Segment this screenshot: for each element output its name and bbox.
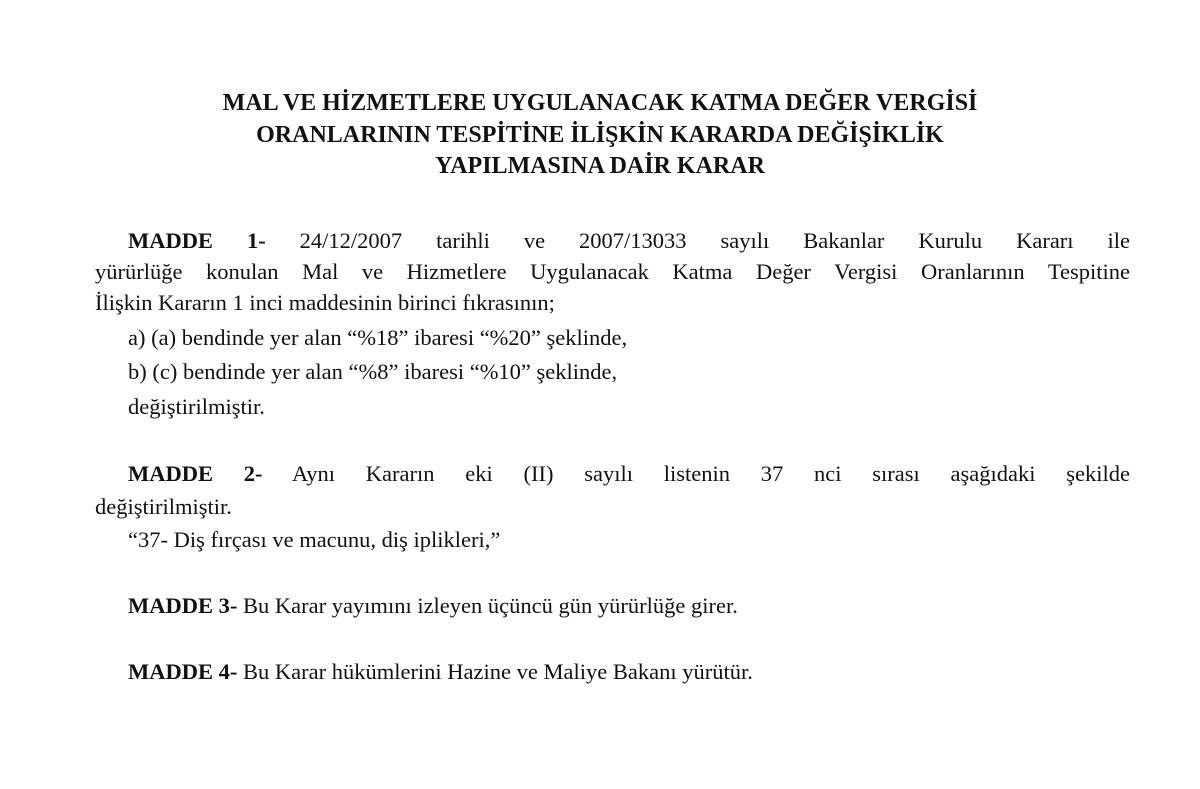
document-title-line-1: MAL VE HİZMETLERE UYGULANACAK KATMA DEĞER VERGİSİ — [222, 90, 978, 116]
article-4-label: MADDE 4- — [128, 659, 238, 684]
article-1-text: 24/12/2007 tarihli ve 2007/13033 sayılı Bakanlar Kurulu Kararı ile — [299, 228, 1131, 253]
article-2-line-2: değiştirilmiştir. — [95, 494, 232, 519]
article-2-text: Aynı Kararın eki (II) sayılı listenin 37 nci sırası aşağıdaki şekilde — [292, 461, 1131, 486]
article-1-line-3: İlişkin Kararın 1 inci maddesinin birinci fıkrasının; — [95, 290, 555, 315]
article-1-label: MADDE 1- — [128, 228, 266, 253]
article-1-line-1 — [128, 226, 1130, 256]
article-3-label: MADDE 3- — [128, 593, 238, 618]
article-4 — [128, 657, 753, 687]
article-2-line-1 — [128, 459, 1130, 489]
article-4-text: Bu Karar hükümlerini Hazine ve Maliye Bakanı yürütür. — [242, 659, 753, 684]
article-3 — [128, 591, 738, 621]
article-1-closing: değiştirilmiştir. — [128, 394, 265, 419]
document-title-line-2: ORANLARININ TESPİTİNE İLİŞKİN KARARDA DEĞİŞİKLİK — [256, 122, 944, 148]
article-2-label: MADDE 2- — [128, 461, 263, 486]
article-1-line-2: yürürlüğe konulan Mal ve Hizmetlere Uygulanacak Katma Değer Vergisi Oranlarının Tespitine — [95, 259, 1130, 284]
article-3-text: Bu Karar yayımını izleyen üçüncü gün yürürlüğe girer. — [242, 593, 738, 618]
article-1-item-b: b) (c) bendinde yer alan “%8” ibaresi “%10” şeklinde, — [128, 359, 618, 384]
article-2-quote: “37- Diş fırçası ve macunu, diş iplikleri,” — [128, 527, 501, 552]
article-1-item-a: a) (a) bendinde yer alan “%18” ibaresi “%20” şeklinde, — [128, 325, 628, 350]
document-title-line-3: YAPILMASINA DAİR KARAR — [435, 153, 765, 179]
